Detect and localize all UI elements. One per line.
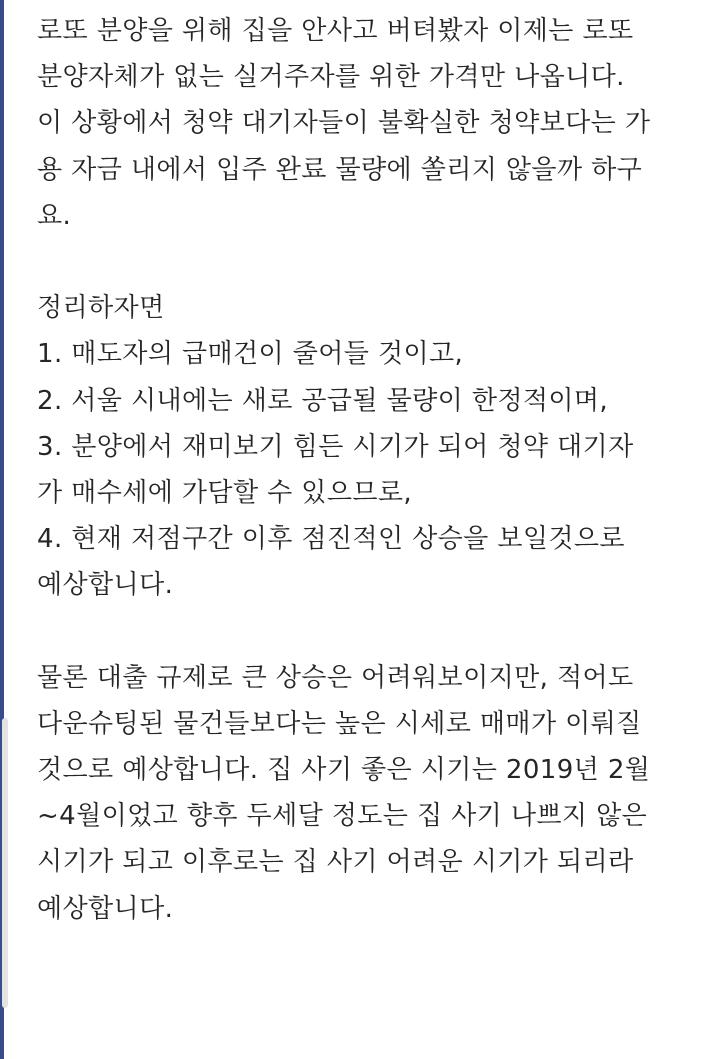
paragraph-spacer	[37, 608, 707, 654]
text-line: 로또 분양을 위해 집을 안사고 버텨봤자 이제는 로또	[37, 16, 634, 46]
text-line: 물론 대출 규제로 큰 상승은 어려워보이지만, 적어도	[37, 662, 634, 693]
text-line: 정리하자면	[37, 293, 165, 324]
text-line: 것으로 예상합니다. 집 사기 좋은 시기는 2019년 2월	[37, 755, 651, 785]
list-item: 2. 서울 시내에는 새로 공급될 물량이 한정적이며,	[37, 385, 609, 416]
text-line: ~4월이었고 향후 두세달 정도는 집 사기 나쁘지 않은	[37, 801, 648, 832]
text-line: 분양자체가 없는 실거주자를 위한 가격만 나옵니다.	[37, 62, 625, 93]
paragraph-2	[37, 285, 707, 608]
text-line: 가 매수세에 가담할 수 있으므로,	[37, 477, 413, 508]
paragraph-3	[37, 655, 707, 932]
paragraph-1	[37, 8, 707, 239]
list-item: 3. 분양에서 재미보기 힘든 시기가 되어 청약 대기자	[37, 431, 634, 462]
list-item: 1. 매도자의 급매건이 줄어들 것이고,	[37, 339, 464, 370]
list-item: 4. 현재 저점구간 이후 점진적인 상승을 보일것으로	[37, 524, 625, 555]
paragraph-spacer	[37, 239, 707, 285]
text-line: 요.	[37, 200, 72, 231]
text-line: 시기가 되고 이후로는 집 사기 어려운 시기가 되리라	[37, 847, 634, 878]
text-line: 용 자금 내에서 입주 완료 물량에 쏠리지 않을까 하구	[37, 154, 643, 185]
text-line: 예상합니다.	[37, 893, 174, 924]
post-body	[37, 8, 707, 932]
text-line: 이 상황에서 청약 대기자들이 불확실한 청약보다는 가	[37, 108, 651, 139]
text-line: 다운슈팅된 물건들보다는 높은 시세로 매매가 이뤄질	[37, 708, 642, 739]
text-line: 예상합니다.	[37, 570, 174, 601]
scrollbar[interactable]	[2, 718, 8, 1008]
